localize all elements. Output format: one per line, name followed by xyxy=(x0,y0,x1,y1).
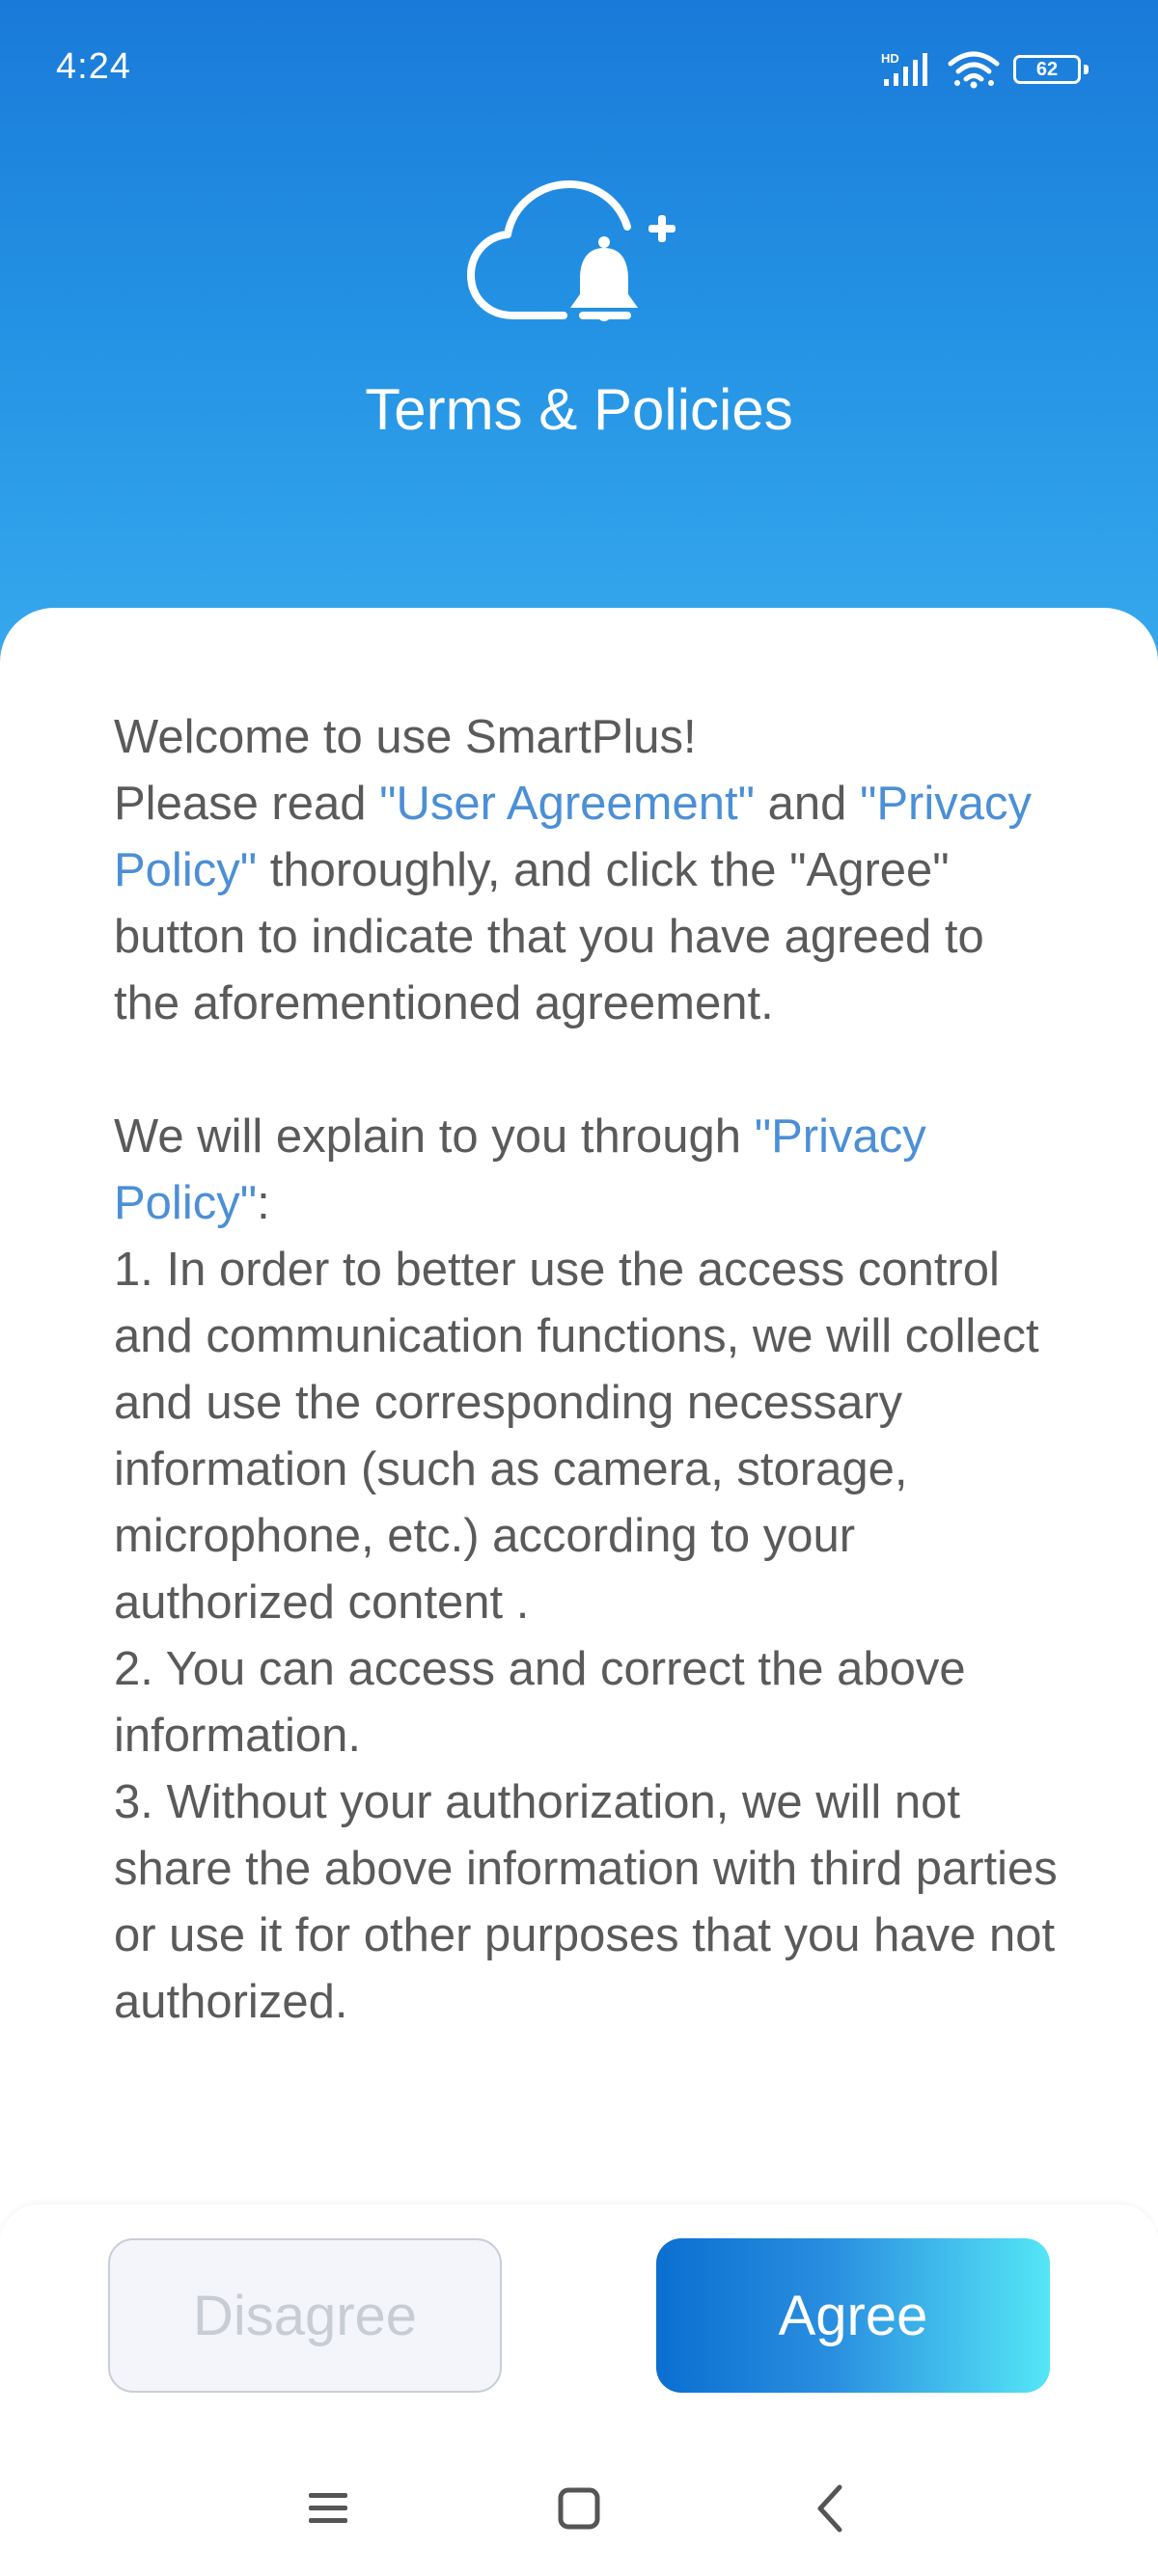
policy-item-2: 2. You can access and correct the above information. xyxy=(114,1643,966,1762)
agreement-text xyxy=(114,704,1060,2036)
privacy-policy-link-2[interactable]: "Privacy Policy" xyxy=(114,1110,926,1229)
network-type-label: HD xyxy=(881,51,899,66)
menu-icon[interactable] xyxy=(307,2460,349,2557)
explain-text-start: We will explain to you through xyxy=(114,1110,755,1163)
battery-level: 62 xyxy=(1035,59,1059,80)
explain-text-end: : xyxy=(257,1177,270,1229)
page-title: Terms & Policies xyxy=(365,377,793,442)
read-instruction-end: thoroughly, and click the "Agree" button to indicate that you have agreed to the aforementioned agreement. xyxy=(114,844,984,1029)
read-instruction xyxy=(114,771,1060,1037)
policy-item-3: 3. Without your authorization, we will not share the above information with third parties or use it for other purposes that you have not authorized. xyxy=(114,1776,1058,2028)
agree-button[interactable]: Agree xyxy=(656,2238,1050,2393)
status-time: 4:24 xyxy=(56,46,131,87)
explain-text xyxy=(114,1104,1060,1237)
navigation-bar xyxy=(0,2460,1158,2557)
status-bar xyxy=(0,0,1158,135)
signal-icon xyxy=(880,50,934,89)
disagree-button[interactable]: Disagree xyxy=(108,2238,502,2393)
back-icon[interactable] xyxy=(813,2460,847,2557)
welcome-text: Welcome to use SmartPlus! xyxy=(114,711,697,763)
home-icon[interactable] xyxy=(558,2460,600,2557)
wifi-icon xyxy=(948,50,1000,89)
status-icons xyxy=(880,48,1090,91)
read-instruction-and: and xyxy=(754,778,847,830)
user-agreement-link[interactable]: "User Agreement" xyxy=(379,778,755,830)
privacy-policy-link[interactable]: "Privacy Policy" xyxy=(114,778,1033,896)
battery-icon xyxy=(1013,53,1090,86)
cloud-bell-plus-icon xyxy=(463,178,695,347)
read-instruction-start: Please read xyxy=(114,778,380,830)
policy-item-1: 1. In order to better use the access control and communication functions, we will collect and use the corresponding necessary information (such as camera, storage, microphone, etc.) according to your authorized content . xyxy=(114,1244,1039,1629)
